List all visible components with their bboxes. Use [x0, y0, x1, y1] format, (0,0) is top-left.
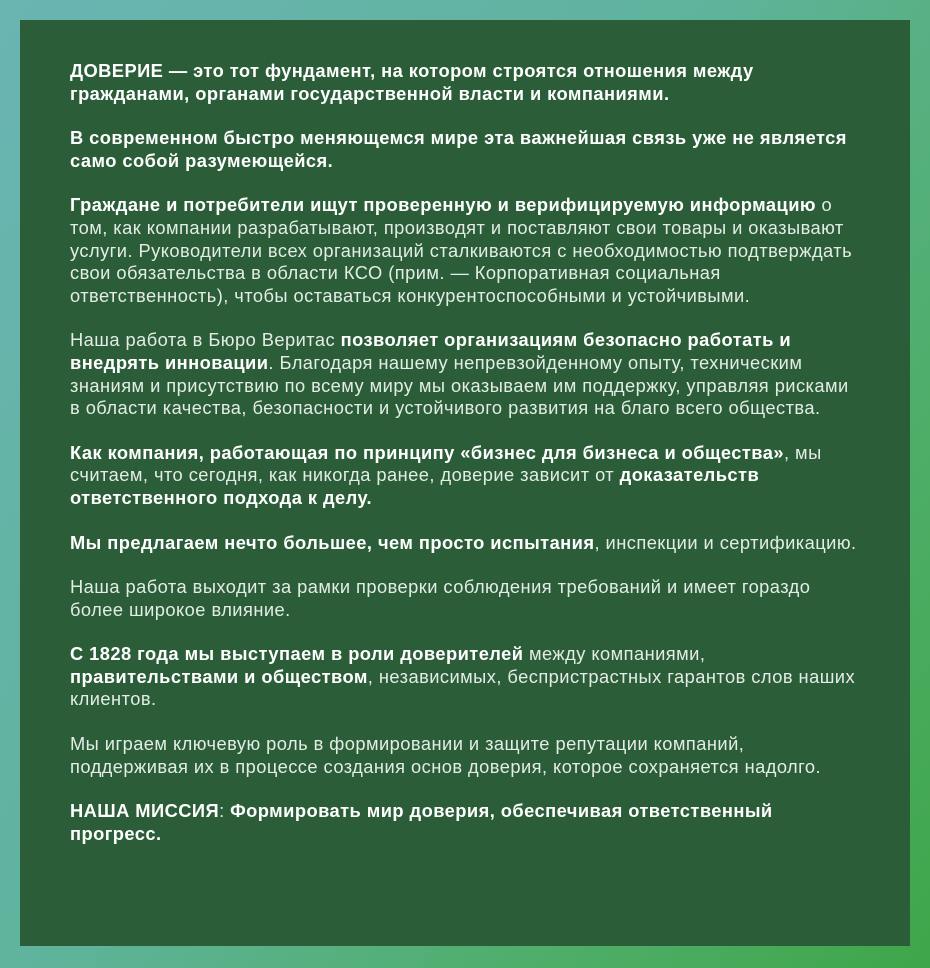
paragraph-offer: [70, 532, 860, 555]
paragraph-bureau-veritas: [70, 329, 860, 419]
text-bold: Как компания, работающая по принципу «бизнес для бизнеса и общества»: [70, 441, 784, 463]
text-bold: правительствами и обществом: [70, 665, 368, 687]
text-bold: Мы предлагаем нечто большее, чем просто испытания: [70, 531, 595, 553]
text-bold: позволяет организациям безопасно работать и внедрять инновации: [70, 329, 792, 373]
text-regular: . Благодаря нашему непревзойденному опыту, техническим знаниям и присутствию по всему миру мы оказываем им поддержку, управляя рисками в области качества, безопасности и устойчивого развития на благо всего общества.: [70, 351, 849, 419]
text-regular: о том, как компании разрабатывают, производят и поставляют свои товары и оказывают услуги. Руководители всех организаций сталкиваются с необходимостью подтверждать свои обязательства в области КСО (прим. — Корпоративная социальная ответственность), чтобы оставаться конкурентоспособными и устойчивыми.: [70, 194, 853, 306]
text-regular: Наша работа в Бюро Веритас: [70, 329, 341, 351]
paragraph-trust-definition: [70, 60, 860, 105]
text-bold: В современном быстро меняющемся мире эта важнейшая связь уже не является само собой разумеющейся.: [70, 127, 847, 171]
text-regular: Наша работа выходит за рамки проверки соблюдения требований и имеет гораздо более широкое влияние.: [70, 576, 811, 620]
paragraph-mission: [70, 800, 860, 845]
text-regular: между компаниями,: [523, 643, 706, 665]
paragraph-changing-world: [70, 127, 860, 172]
text-regular: , независимых, беспристрастных гарантов слов наших клиентов.: [70, 665, 856, 710]
text-regular: Мы играем ключевую роль в формировании и защите репутации компаний, поддерживая их в процессе создания основ доверия, которое сохраняется надолго.: [70, 733, 822, 777]
paragraph-beyond-compliance: [70, 576, 860, 621]
paragraph-citizens: [70, 194, 860, 307]
text-bold: Формировать мир доверия, обеспечивая ответственный прогресс.: [70, 800, 773, 844]
text-regular: , мы считаем, что сегодня, как никогда ранее, доверие зависит от: [70, 441, 822, 486]
paragraph-b2b: [70, 442, 860, 510]
text-bold: С 1828 года мы выступаем в роли доверителей: [70, 643, 524, 665]
text-panel: [20, 20, 910, 946]
text-regular: , инспекции и сертификацию.: [594, 531, 857, 553]
text-bold: Граждане и потребители ищут проверенную и верифицируемую информацию: [70, 194, 816, 216]
text-regular: :: [219, 800, 231, 822]
text-bold: ДОВЕРИЕ — это тот фундамент, на котором строятся отношения между гражданами, органами государственной власти и компаниями.: [70, 60, 754, 104]
paragraph-since-1828: [70, 643, 860, 711]
text-bold: НАША МИССИЯ: [70, 800, 220, 822]
text-bold: доказательств ответственного подхода к делу.: [70, 464, 760, 508]
paragraph-reputation: [70, 733, 860, 778]
